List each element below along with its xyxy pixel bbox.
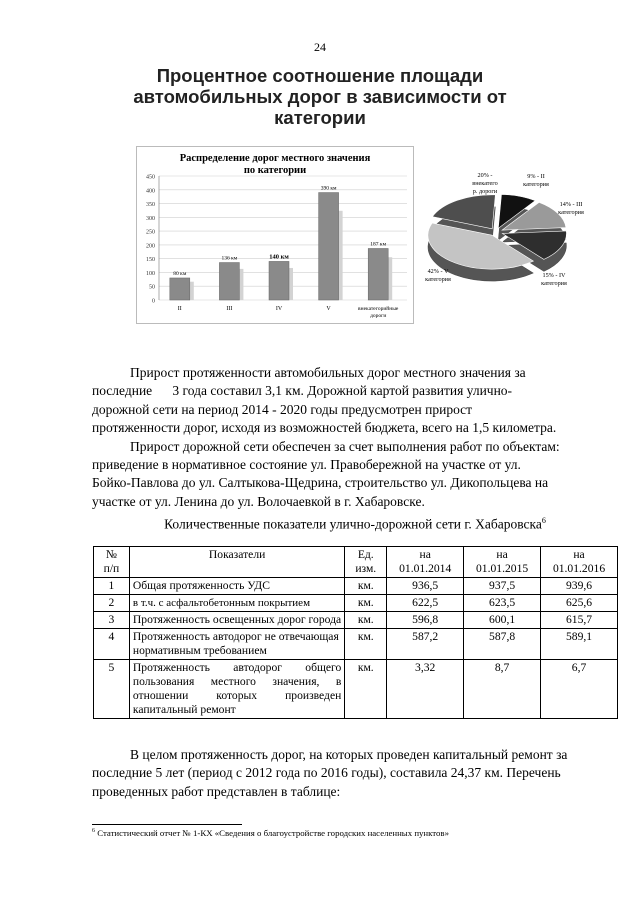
cell-2016: 939,6 <box>541 578 618 595</box>
x-tick-label: II <box>177 306 182 312</box>
paragraph-growth <box>92 364 618 511</box>
bar <box>170 278 190 300</box>
x-tick-label: внекатегорийные <box>358 306 399 312</box>
cell-unit: км. <box>345 595 387 612</box>
bar-data-label: 136 км <box>221 255 238 262</box>
text-line: Прирост дорожной сети обеспечен за счет выполнения работ по объектам: <box>130 438 560 454</box>
y-tick-label: 400 <box>146 188 155 195</box>
text-line: проведенных работ представлен в таблице: <box>92 783 341 799</box>
section-heading <box>120 65 520 128</box>
cell-2015: 623,5 <box>464 595 541 612</box>
footnote-divider <box>92 824 242 825</box>
cell-2015: 8,7 <box>464 660 541 719</box>
x-tick-label: дороги <box>370 313 387 319</box>
paragraph-capital-repair <box>92 746 618 801</box>
footnote-text: Статистический отчет № 1-КХ «Сведения о благоустройстве городских населенных пунктов» <box>97 828 449 838</box>
cell-num: 5 <box>94 660 130 719</box>
text-line: Бойко-Павлова до ул. Салтыкова-Щедрина, строительство ул. Дикопольцева на <box>92 475 549 491</box>
bar <box>368 248 388 300</box>
bar-data-label: 187 км <box>370 241 387 248</box>
cell-indicator: в т.ч. с асфальтобетонным покрытием <box>129 595 344 612</box>
text-line: последние 5 лет (период с 2012 года по 2016 годы), составила 24,37 км. Перечень <box>92 765 561 781</box>
text-line: приведение в нормативное состояние ул. Правобережной на участке от ул. <box>92 457 521 473</box>
page-number: 24 <box>314 40 326 54</box>
cell-indicator: Общая протяженность УДС <box>129 578 344 595</box>
cell-2014: 622,5 <box>387 595 464 612</box>
cell-2016: 625,6 <box>541 595 618 612</box>
header-indicator: Показатели <box>129 547 344 578</box>
road-network-table <box>93 546 618 719</box>
table-title-text: Количественные показатели улично-дорожной сети г. Хабаровска <box>164 516 542 532</box>
cell-num: 1 <box>94 578 130 595</box>
cell-num: 4 <box>94 629 130 660</box>
table-row <box>94 612 618 629</box>
y-tick-label: 250 <box>146 229 155 236</box>
x-tick-label: IV <box>275 306 283 312</box>
y-tick-label: 150 <box>146 257 155 264</box>
y-tick-label: 300 <box>146 215 155 222</box>
y-tick-label: 0 <box>152 298 155 305</box>
table-title <box>92 516 618 533</box>
cell-2014: 596,8 <box>387 612 464 629</box>
y-tick-label: 100 <box>146 270 155 277</box>
footnote-ref: 6 <box>541 516 546 525</box>
cell-2016: 615,7 <box>541 612 618 629</box>
cell-num: 3 <box>94 612 130 629</box>
text-line: Прирост протяженности автомобильных дорог местного значения за <box>130 365 526 380</box>
table-header-row <box>94 547 618 578</box>
cell-2014: 3,32 <box>387 660 464 719</box>
footnote-marker: 6 <box>92 828 95 835</box>
y-tick-label: 50 <box>149 284 155 291</box>
cell-2015: 937,5 <box>464 578 541 595</box>
bar-chart-title: Распределение дорог местного значения <box>179 153 371 164</box>
bar-data-label: 390 км <box>320 185 337 192</box>
heading-line: категории <box>274 107 366 128</box>
cell-unit: км. <box>345 660 387 719</box>
y-tick-label: 450 <box>146 174 155 181</box>
cell-unit: км. <box>345 629 387 660</box>
pie-label: р. дороги <box>472 188 498 195</box>
heading-line: Процентное соотношение площади <box>156 65 484 86</box>
y-tick-label: 350 <box>146 202 155 209</box>
bar-chart-title: по категории <box>243 165 307 176</box>
cell-2014: 587,2 <box>387 629 464 660</box>
pie-label: 9% - II <box>527 173 545 180</box>
cell-2016: 6,7 <box>541 660 618 719</box>
cell-2014: 936,5 <box>387 578 464 595</box>
cell-indicator: Протяженность освещенных дорог города <box>129 612 344 629</box>
bar <box>319 193 339 300</box>
cell-unit: км. <box>345 578 387 595</box>
y-tick-label: 200 <box>146 243 155 250</box>
cell-2015: 600,1 <box>464 612 541 629</box>
text-line: участке от ул. Ленина до ул. Волочаевкой в г. Хабаровске. <box>92 493 425 509</box>
cell-2016: 589,1 <box>541 629 618 660</box>
bar-data-label: 80 км <box>173 270 187 277</box>
table-row <box>94 595 618 612</box>
heading-line: автомобильных дорог в зависимости от <box>133 86 507 107</box>
x-tick-label: V <box>326 306 331 312</box>
header-2015: на 01.01.2015 <box>464 547 541 578</box>
cell-indicator: Протяженность автодорог не отвечающая нормативным требованием <box>129 629 344 660</box>
bar <box>219 263 239 300</box>
pie-label: категория <box>541 280 567 287</box>
bar-chart-frame <box>136 146 414 324</box>
text-line: В целом протяженность дорог, на которых проведен капитальный ремонт за <box>130 747 568 762</box>
table-row <box>94 660 618 719</box>
bar-chart <box>137 147 413 323</box>
pie-label: категория <box>425 276 451 283</box>
pie-label: 42% - V <box>427 268 449 275</box>
pie-label: 15% - IV <box>542 272 566 279</box>
header-unit: Ед. изм. <box>345 547 387 578</box>
pie-label: категория <box>558 209 584 216</box>
bar <box>269 261 289 300</box>
cell-unit: км. <box>345 612 387 629</box>
header-2016: на 01.01.2016 <box>541 547 618 578</box>
cell-2015: 587,8 <box>464 629 541 660</box>
header-2014: на 01.01.2014 <box>387 547 464 578</box>
text-line: протяженности дорог, исходя из возможностей бюджета, всего на 1,5 километра. <box>92 420 557 436</box>
pie-label: 14% - III <box>559 201 583 208</box>
pie-label: категория <box>523 181 549 188</box>
pie-label: 20% - <box>477 172 493 179</box>
footnote <box>92 828 622 838</box>
bar-data-label: 140 км <box>269 253 289 261</box>
table-row <box>94 629 618 660</box>
pie-chart <box>408 162 598 302</box>
text-line: дорожной сети на период 2014 - 2020 годы предусмотрен прирост <box>92 401 473 417</box>
header-num: № п/п <box>94 547 130 578</box>
table-row <box>94 578 618 595</box>
text-line: последние 3 года составил 3,1 км. Дорожной картой развития улично- <box>92 383 513 399</box>
x-tick-label: III <box>226 306 233 312</box>
cell-indicator: Протяженность автодорог общего пользования местного значения, в отношении которых произведен капитальный ремонт <box>129 660 344 719</box>
cell-num: 2 <box>94 595 130 612</box>
pie-label: внекатего <box>472 180 498 187</box>
